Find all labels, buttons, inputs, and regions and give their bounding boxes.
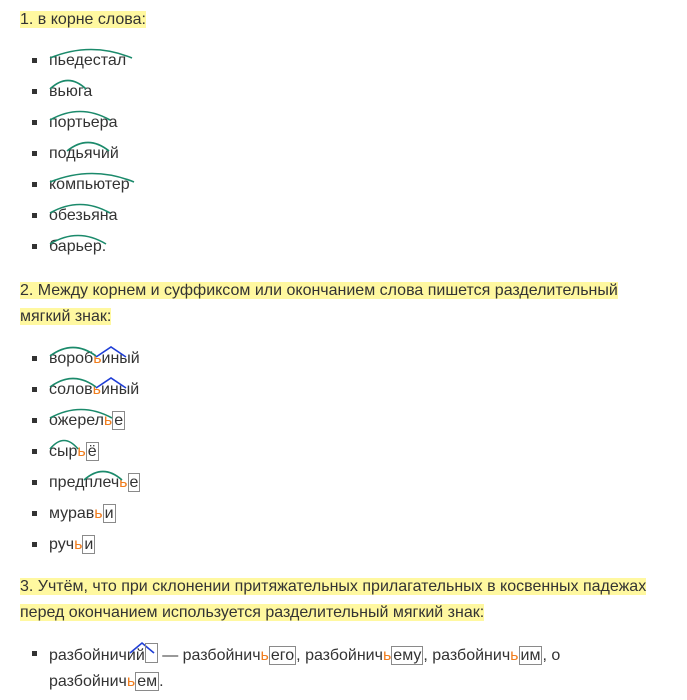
suffix-ending-text: иный	[100, 381, 140, 398]
word	[49, 374, 139, 405]
bullet-icon	[32, 244, 37, 249]
ending-box: его	[270, 647, 295, 664]
ending-box: и	[84, 536, 94, 553]
suffix-ending-text: иный	[101, 350, 140, 367]
example-stem: разбойнич	[49, 673, 127, 690]
section1-heading-text: 1. в корне слова:	[20, 11, 146, 28]
ending-box: им	[520, 647, 541, 664]
root-text: солов	[49, 381, 93, 398]
section3-heading	[20, 574, 646, 626]
ending-box: ему	[393, 647, 422, 664]
word: пьедестал	[49, 52, 127, 69]
root-text: сыр	[49, 443, 78, 460]
bullet-icon	[32, 418, 37, 423]
bullet-icon	[32, 387, 37, 392]
period-text: .	[159, 673, 164, 690]
section2-heading-line2: мягкий знак:	[20, 308, 112, 325]
example-line1	[49, 643, 560, 669]
root-text: руч	[49, 536, 75, 553]
bullet-icon	[32, 120, 37, 125]
section3-heading-line2: перед окончанием используется разделительный мягкий знак:	[20, 604, 485, 621]
word: барьер.	[49, 238, 107, 255]
root-text: вороб	[49, 350, 94, 367]
section3-heading-line1: 3. Учтём, что при склонении притяжательных прилагательных в косвенных падежах	[20, 578, 647, 595]
word: обезьяна	[49, 207, 118, 224]
ending-box: е	[129, 474, 139, 491]
bullet-icon	[32, 511, 37, 516]
root-text: мурав	[49, 505, 95, 522]
ending-box: е	[114, 412, 124, 429]
example-line2	[49, 669, 560, 695]
bullet-icon	[32, 480, 37, 485]
word: вьюга	[49, 83, 93, 100]
soft-sign: ь	[77, 443, 86, 460]
soft-sign: ь	[510, 647, 519, 664]
section2-heading-line1: 2. Между корнем и суффиксом или окончанием слова пишется разделительный	[20, 282, 618, 299]
bullet-icon	[32, 213, 37, 218]
root-text: ожерел	[49, 412, 104, 429]
soft-sign: ь	[382, 647, 392, 664]
root-text: предплеч	[49, 474, 120, 491]
bullet-icon	[32, 151, 37, 156]
soft-sign: ь	[126, 673, 136, 690]
word	[49, 529, 95, 560]
word	[49, 343, 140, 374]
section1-heading	[20, 7, 146, 33]
word	[49, 498, 116, 529]
bullet-icon	[32, 449, 37, 454]
example-stem: разбойнич	[182, 647, 261, 664]
soft-sign: ь	[92, 381, 101, 398]
word	[49, 436, 99, 467]
word: компьютер	[49, 176, 130, 193]
soft-sign: ь	[94, 505, 103, 522]
word	[49, 405, 125, 436]
ending-box: ё	[87, 443, 97, 460]
example-stem: разбойнич	[305, 647, 383, 664]
soft-sign: ь	[74, 536, 83, 553]
empty-ending-box	[145, 643, 158, 663]
bullet-icon	[32, 356, 37, 361]
word	[49, 467, 140, 498]
soft-sign: ь	[260, 647, 269, 664]
section2-heading	[20, 278, 618, 330]
soft-sign: ь	[103, 412, 113, 429]
word: подьячий	[49, 145, 119, 162]
bullet-icon	[32, 542, 37, 547]
separator-text: ,	[296, 647, 306, 664]
soft-sign: ь	[119, 474, 128, 491]
ending-box: и	[104, 505, 114, 522]
bullet-icon	[32, 89, 37, 94]
soft-sign: ь	[93, 350, 102, 367]
bullet-icon	[32, 182, 37, 187]
bullet-icon	[32, 58, 37, 63]
section3-example	[49, 643, 560, 695]
separator-text: ,	[423, 647, 433, 664]
ending-box: ем	[137, 673, 158, 690]
example-stem: разбойнич	[432, 647, 511, 664]
word: портьера	[49, 114, 118, 131]
example-word: разбойничий	[49, 647, 145, 664]
dash-text: —	[157, 647, 183, 664]
bullet-icon	[32, 651, 37, 656]
conjunction-text: , о	[542, 647, 561, 664]
